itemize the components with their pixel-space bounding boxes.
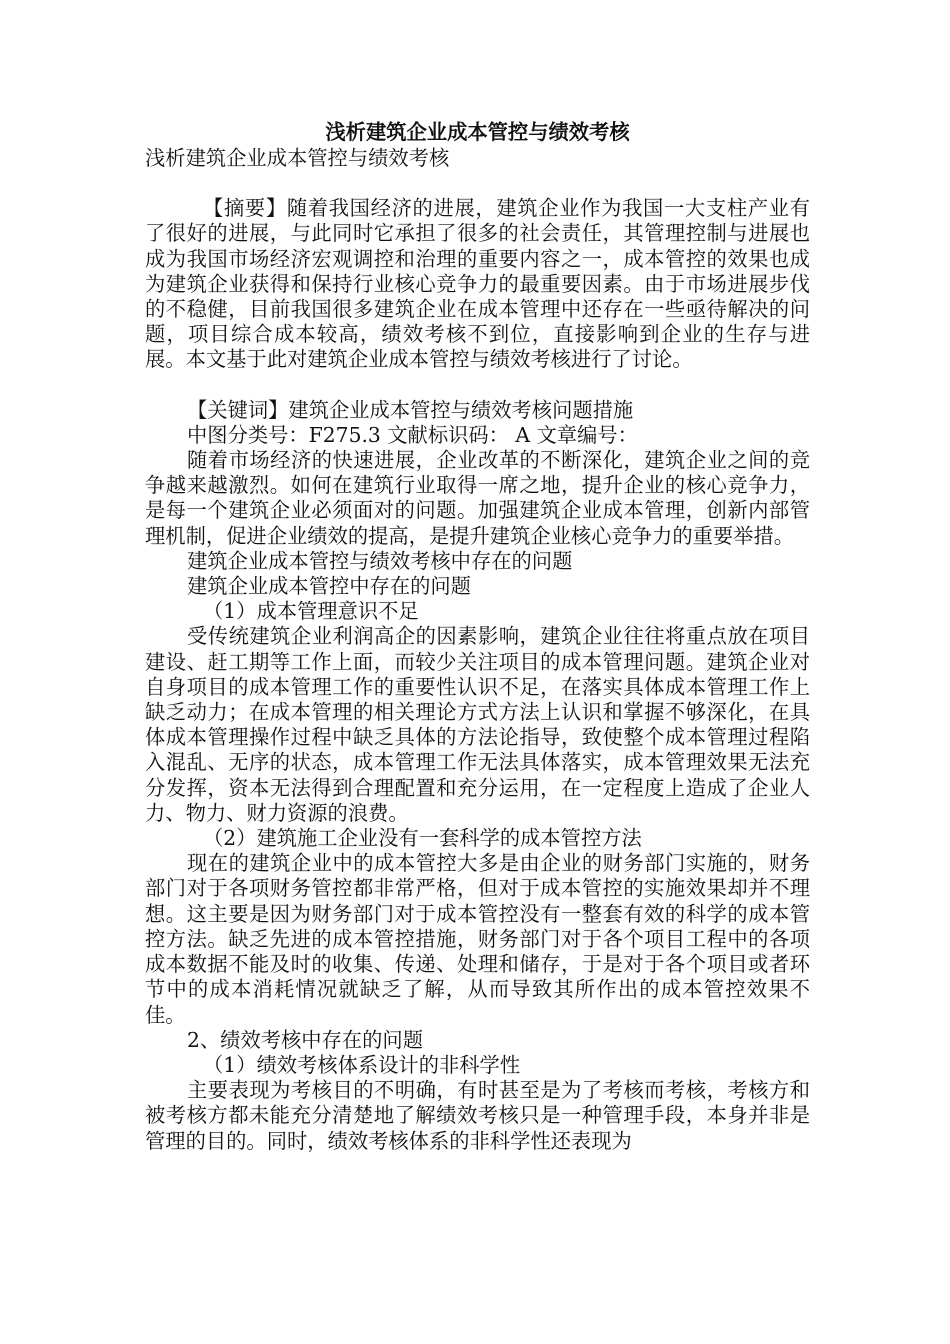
abstract-paragraph: 【摘要】随着我国经济的进展，建筑企业作为我国一大支柱产业有了很好的进展，与此同时它承担了很多的社会责任，其管理控制与进展也成为我国市场经济宏观调控和治理的重要内容之一，成本管控的效果也成为建筑企业获得和保持行业核心竞争力的最重要因素。由于市场进展步伐的不稳健，目前我国很多建筑企业在成本管理中还存在一些亟待解决的问题，项目综合成本较高，绩效考核不到位，直接影响到企业的生存与进展。本文基于此对建筑企业成本管控与绩效考核进行了讨论。 [145,196,810,372]
intro-paragraph: 随着市场经济的快速进展，企业改革的不断深化，建筑企业之间的竞争越来越激烈。如何在建筑行业取得一席之地，提升企业的核心竞争力，是每一个建筑企业必须面对的问题。加强建筑企业成本管理，创新内部管理机制，促进企业绩效的提高，是提升建筑企业核心竞争力的重要举措。 [145,448,810,548]
item-3-title: （1）绩效考核体系设计的非科学性 [203,1052,521,1077]
document-body [145,119,810,1154]
item-3-body: 主要表现为考核目的不明确，有时甚至是为了考核而考核，考核方和被考核方都未能充分清楚地了解绩效考核只是一种管理手段，本身并非是管理的目的。同时，绩效考核体系的非科学性还表现为 [145,1078,810,1153]
document-title: 浅析建筑企业成本管控与绩效考核 [325,120,630,144]
spacer [145,373,810,398]
spacer [145,171,810,196]
document-subtitle: 浅析建筑企业成本管控与绩效考核 [145,146,450,170]
section-heading-2: 2、绩效考核中存在的问题 [187,1027,423,1052]
classification-line: 中图分类号：F275.3 文献标识码： A 文章编号： [187,422,638,447]
keywords-line: 【关键词】建筑企业成本管控与绩效考核问题措施 [187,397,634,422]
item-1-body: 受传统建筑企业利润高企的因素影响，建筑企业往往将重点放在项目建设、赶工期等工作上面，而较少关注项目的成本管理问题。建筑企业对自身项目的成本管理工作的重要性认识不足，在落实具体成本管理工作上缺乏动力；在成本管理的相关理论方式方法上认识和掌握不够深化，在具体成本管理操作过程中缺乏具体的方法论指导，致使整个成本管理过程陷入混乱、无序的状态，成本管理工作无法具体落实，成本管理效果无法充分发挥，资本无法得到合理配置和充分运用，在一定程度上造成了企业人力、物力、财力资源的浪费。 [145,624,810,825]
item-2-title: （2）建筑施工企业没有一套科学的成本管控方法 [203,826,642,851]
item-1-title: （1）成本管理意识不足 [203,599,419,624]
item-2-body: 现在的建筑企业中的成本管控大多是由企业的财务部门实施的，财务部门对于各项财务管控都非常严格，但对于成本管控的实施效果却并不理想。这主要是因为财务部门对于成本管控没有一整套有效的科学的成本管控方法。缺乏先进的成本管控措施，财务部门对于各个项目工程中的各项成本数据不能及时的收集、传递、处理和储存，于是对于各个项目或者环节中的成本消耗情况就缺乏了解，从而导致其所作出的成本管控效果不佳。 [145,851,810,1027]
section-heading-1: 建筑企业成本管控与绩效考核中存在的问题 [187,548,573,573]
subsection-heading-1-1: 建筑企业成本管控中存在的问题 [187,574,471,599]
